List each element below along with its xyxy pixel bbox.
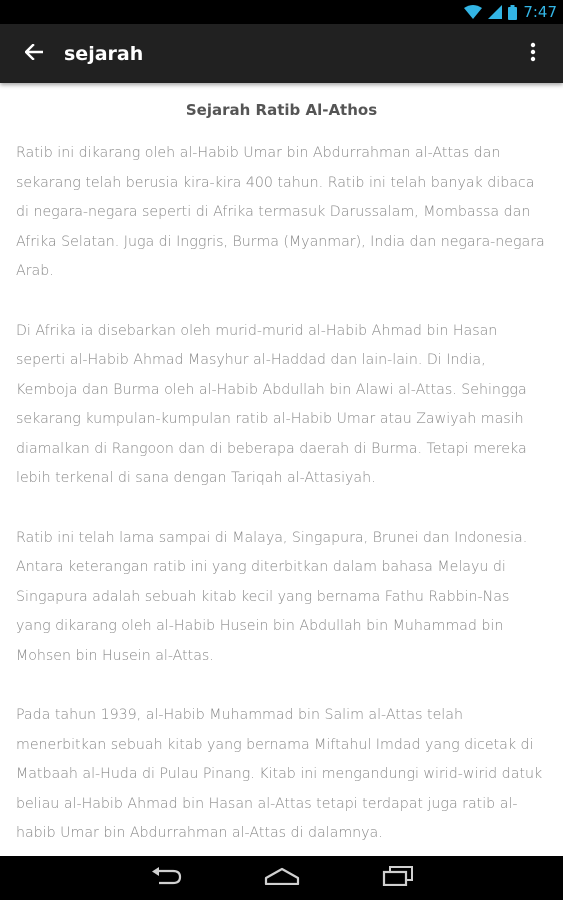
overflow-menu-button[interactable]: [511, 24, 555, 83]
action-bar: [0, 24, 563, 83]
paragraph: Pada tahun 1939, al-Habib Muhammad bin Salim al-Attas telah menerbitkan sebuah kitab yang bernama Miftahul Imdad yang dicetak di Matbaah al-Huda di Pulau Pinang. Kitab ini mengandungi wirid-wirid datuk beliau al-Habib Ahmad bin Hasan al-Attas tetapi terdapat juga ratib al-habib Umar bin Abdurrahman al-Attas di dalamnya.: [16, 707, 543, 841]
arrow-left-icon: [25, 44, 43, 64]
nav-back-button[interactable]: [134, 856, 198, 900]
overflow-menu-icon: [530, 42, 536, 66]
back-nav-icon: [149, 867, 183, 889]
nav-recents-button[interactable]: [366, 856, 430, 900]
status-clock: 7:47: [523, 3, 557, 21]
signal-icon: [488, 5, 502, 19]
paragraph: Ratib ini dikarang oleh al-Habib Umar bin Abdurrahman al-Attas dan sekarang telah berusia kira-kira 400 tahun. Ratib ini telah banyak dibaca di negara-negara seperti di Afrika termasuk Darussalam, Mombassa dan Afrika Selatan. Juga di Inggris, Burma (Myanmar), India dan negara-negara Arab.: [16, 145, 545, 279]
article-content[interactable]: [0, 83, 563, 856]
recent-apps-icon: [382, 866, 414, 890]
paragraph: Di Afrika ia disebarkan oleh murid-murid al-Habib Ahmad bin Hasan seperti al-Habib Ahmad Masyhur al-Haddad dan lain-lain. Di India, Kemboja dan Burma oleh al-Habib Abdullah bin Alawi al-Attas. Sehingga sekarang kumpulan-kumpulan ratib al-Habib Umar atau Zawiyah masih diamalkan di Rangoon dan di beberapa daerah di Burma. Tetapi mereka lebih terkenal di sana dengan Tariqah al-Attasiyah.: [16, 322, 527, 486]
status-bar: [0, 0, 563, 24]
article-title: Sejarah Ratib Al-Athos: [185, 101, 378, 119]
home-icon: [264, 867, 300, 889]
back-button[interactable]: [6, 24, 62, 83]
nav-home-button[interactable]: [250, 856, 314, 900]
page-title: sejarah: [64, 42, 144, 65]
wifi-icon: [464, 5, 482, 19]
navigation-bar: [0, 856, 563, 900]
paragraph: Ratib ini telah lama sampai di Malaya, Singapura, Brunei dan Indonesia. Antara keterangan ratib ini yang diterbitkan dalam bahasa Melayu di Singapura adalah sebuah kitab kecil yang bernama Fathu Rabbin-Nas yang dikarang oleh al-Habib Husein bin Abdullah bin Muhammad bin Mohsen bin Husein al-Attas.: [16, 529, 528, 664]
battery-icon: [508, 5, 517, 20]
